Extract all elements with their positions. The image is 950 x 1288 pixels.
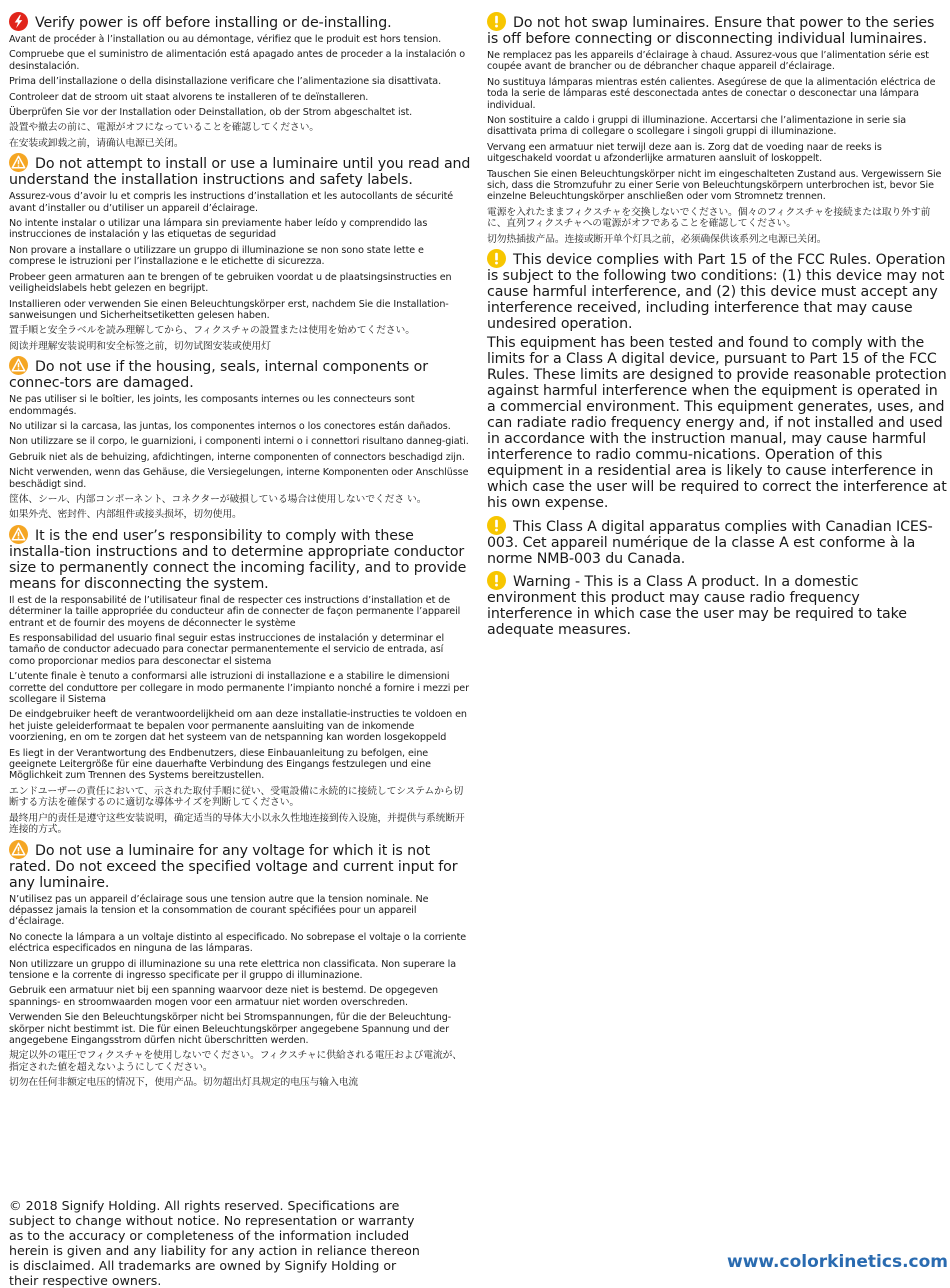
translation-text: Controleer dat de stroom uit staat alvorens te installeren of te deïnstalleren.	[9, 91, 369, 103]
translation-text: Ne remplacez pas les appareils d’éclairage à chaud. Assurez-vous que l’alimentation série est coupée avant de brancher ou de débrancher chaque appareil d’éclairage.	[487, 50, 929, 73]
fcc-section	[487, 249, 947, 511]
translation-text: Probeer geen armaturen aan te brengen of te gebruiken voordat u de plaatsingsinstructies en veiligheidslabels hebt gelezen en begrijpt.	[9, 271, 452, 295]
warning-triangle-icon	[9, 153, 28, 172]
translation-text: Installieren oder verwenden Sie einen Beleuchtungskörper erst, nachdem Sie die Installation-sanweisungen und Sicherheitsetiketten gelesen haben.	[9, 298, 449, 321]
translation-text: No intente instalar o utilizar una lámpara sin previamente haber leído y comprendido las instrucciones de instalación y las etiquetas de seguridad	[9, 218, 428, 241]
translation-text: 電源を入れたままフィクスチャを交換しないでください。個々のフィクスチャを接続または取り外す前に、直列フィクスチャへの電源がオフであることを確認してください。	[487, 206, 931, 230]
translation-text: Non utilizzare se il corpo, le guarnizioni, i componenti interni o i connettori risultano danneg-giati.	[9, 436, 469, 448]
warning-triangle-icon	[9, 356, 28, 375]
translation-text: No utilizar si la carcasa, las juntas, los componentes internos o los conectores están dañados.	[9, 420, 451, 432]
section-heading: Do not use if the housing, seals, internal components or connec-tors are damaged.	[9, 359, 428, 392]
caution-circle-icon	[487, 516, 506, 535]
section-heading: It is the end user’s responsibility to comply with these installa-tion instructions and to determine appropriate conductor size to permanently connect the incoming facility, and to provide means for disconnecting the system.	[9, 527, 467, 592]
translation-text: 切勿热插拔产品。连接或断开单个灯具之前，必须确保供该系列之电源已关闭。	[487, 233, 827, 245]
translation-text: N’utilisez pas un appareil d’éclairage sous une tension autre que la tension nominale. Ne dépassez jamais la tension et la consommation de courant spécifiées pour un appareil d’éclairage.	[9, 893, 429, 928]
safety-section	[9, 840, 471, 1089]
translation-text: Es liegt in der Verantwortung des Endbenutzers, diese Einbauanleitung zu befolgen, eine geeignete Leitergröße für eine dauerhafte Verbindung des Eingangs festzulegen und eine Möglichkeit zum Trennen des Systems bereitzustellen.	[9, 747, 431, 782]
caution-circle-icon	[487, 12, 506, 31]
translation-text: エンドユーザーの責任において、示された取付手順に従い、受電設備に永続的に接続してシステムから切断する方法を確保するのに適切な導体サイズを判断してください。	[9, 785, 464, 809]
translation-text: Tauschen Sie einen Beleuchtungskörper nicht im eingeschalteten Zustand aus. Vergewissern Sie sich, dass die Stromzufuhr zu einer Serie von Beleuchtungskörpern unterbrochen ist, bevor Sie einzelne Beleuchtungskörper anschließen oder vom Stromnetz trennen.	[487, 168, 942, 203]
translation-text: Non sostituire a caldo i gruppi di illuminazione. Accertarsi che l’alimentazione in serie sia disattivata prima di collegare o scollegare i singoli gruppi di illuminazione.	[487, 115, 907, 138]
caution-circle-icon	[487, 249, 506, 268]
translation-text: 設置や撤去の前に、電源がオフになっていることを確認してください。	[9, 122, 320, 134]
translation-text: Überprüfen Sie vor der Installation oder Deinstallation, ob der Strom abgeschaltet ist.	[9, 107, 413, 119]
translation-text: Ne pas utiliser si le boîtier, les joints, les composants internes ou les connecteurs sont endommagés.	[9, 394, 415, 417]
section-heading: Verify power is off before installing or de-installing.	[35, 15, 392, 31]
translation-text: Compruebe que el suministro de alimentación está apagado antes de proceder a la instalación o desinstalación.	[9, 49, 466, 72]
shock-hazard-icon	[9, 12, 28, 31]
section-heading: Warning - This is a Class A product. In a domestic environment this product may cause radio frequency interference in which case the user may be required to take adequate measures.	[487, 574, 907, 639]
safety-section	[487, 12, 947, 245]
right-column	[487, 12, 947, 642]
safety-section	[9, 12, 471, 149]
ices-section	[487, 516, 947, 567]
section-heading: This Class A digital apparatus complies with Canadian ICES-003. Cet appareil numérique de la classe A est conforme à la norme NMB-003 du Canada.	[487, 519, 933, 568]
left-column	[9, 12, 471, 1093]
translation-text: Gebruik niet als de behuizing, afdichtingen, interne componenten of connectors beschadigd zijn.	[9, 451, 465, 463]
translation-text: Il est de la responsabilité de l’utilisateur final de respecter ces instructions d’installation et de déterminer la taille appropriée du conducteur afin de connecter de façon permanente l’appareil entrant et de fournir des moyens de déconnecter le système	[9, 594, 461, 629]
copyright-notice: © 2018 Signify Holding. All rights reserved. Specifications are subject to change without notice. No representation or warranty as to the accuracy or completeness of the information included herein is given and any liability for any action in reliance thereon is disclaimed. All trademarks are owned by Signify Holding or their respective owners.	[9, 1198, 420, 1288]
section-heading: Do not use a luminaire for any voltage for which it is not rated. Do not exceed the specified voltage and current input for any luminaire.	[9, 842, 458, 891]
translation-text: Es responsabilidad del usuario final seguir estas instrucciones de instalación y determinar el tamaño de conductor adecuado para conectar permanentemente el servicio de entrada, así como proporcionar medios para desconectar el sistema	[9, 633, 445, 667]
safety-section	[9, 525, 471, 836]
translation-text: 規定以外の電圧でフィクスチャを使用しないでください。フィクスチャに供給される電圧および電流が、指定された値を超えないようにしてください。	[9, 1050, 463, 1073]
translation-text: Avant de procéder à l’installation ou au démontage, vérifiez que le produit est hors tension.	[9, 34, 442, 45]
safety-section	[9, 356, 471, 521]
section-heading: Do not attempt to install or use a luminaire until you read and understand the installation instructions and safety labels.	[9, 156, 471, 189]
translation-text: Non utilizzare un gruppo di illuminazione su una rete elettrica non classificata. Non superare la tensione e la corrente di ingresso specificate per il gruppo di illuminazione.	[9, 958, 457, 981]
translation-text: No conecte la lámpara a un voltaje distinto al especificado. No sobrepase el voltaje o la corriente eléctrica especificados en ninguna de las lámparas.	[9, 931, 467, 955]
warning-triangle-icon	[9, 525, 28, 544]
warning-triangle-icon	[9, 840, 28, 859]
translation-text: No sustituya lámparas mientras estén calientes. Asegúrese de que la alimentación eléctrica de toda la serie de lámparas esté desconectada antes de conectar o desconectar una lámpara individual.	[487, 76, 936, 111]
translation-text: 切勿在任何非额定电压的情况下，使用产品。切勿超出灯具规定的电压与输入电流	[9, 1077, 359, 1089]
translation-text: 筐体、シール、内部コンポーネント、コネクターが破損している場合は使用しないでくださ い。	[9, 493, 427, 505]
translation-text: Verwenden Sie den Beleuchtungskörper nicht bei Stromspannungen, für die der Beleuchtung-skörper nicht bestimmt ist. Die für einen Beleuchtungskörper angegebene Spannung und der angegebene Eingangsstrom dürfen nicht überschritten werden.	[9, 1012, 452, 1046]
translation-text: 置手順と安全ラベルを読み理解してから、フィクスチャの設置または使用を始めてください。	[9, 325, 415, 337]
translation-text: 如果外壳、密封件、内部组件或接头损坏，切勿使用。	[9, 509, 242, 521]
caution-circle-icon	[487, 571, 506, 590]
fcc-body-text: This equipment has been tested and found to comply with the limits for a Class A digital device, pursuant to Part 15 of the FCC Rules. These limits are designed to provide reasonable protection against harmful interference when the equipment is operated in a commercial environment. This equipment generates, uses, and can radiate radio frequency energy and, if not installed and used in accordance with the instruction manual, may cause harmful interference to radio commu-nications. Operation of this equipment in a residential area is likely to cause interference in which case the user will be required to correct the interference at his own expense.	[487, 335, 947, 512]
section-heading: Do not hot swap luminaires. Ensure that power to the series is off before connecting or disconnecting individual luminaires.	[487, 15, 935, 47]
translation-text: Nicht verwenden, wenn das Gehäuse, die Versiegelungen, interne Komponenten oder Anschlüsse beschädigt sind.	[9, 467, 469, 490]
class-a-warning-section	[487, 571, 947, 638]
safety-section	[9, 153, 471, 352]
translation-text: Prima dell’installazione o della disinstallazione verificare che l’alimentazione sia disattivata.	[9, 76, 442, 88]
website-link[interactable]: www.colorkinetics.com	[727, 1252, 948, 1272]
translation-text: Non provare a installare o utilizzare un gruppo di illuminazione se non sono state lette e comprese le istruzioni per l’installazione e le etichette di sicurezza.	[9, 244, 424, 268]
translation-text: 阅读并理解安装说明和安全标签之前，切勿试图安装或使用灯	[9, 340, 271, 352]
translation-text: Vervang een armatuur niet terwijl deze aan is. Zorg dat de voeding naar de reeks is uitgeschakeld voordat u afzonderlijke armaturen aansluit of loskoppelt.	[487, 141, 882, 165]
translation-text: 在安装或卸载之前，请确认电源已关闭。	[9, 137, 184, 149]
section-heading: This device complies with Part 15 of the FCC Rules. Operation is subject to the following two conditions: (1) this device may not cause harmful interference, and (2) this device must accept any interference received, including interference that may cause undesired operation.	[487, 252, 946, 333]
translation-text: 最终用户的责任是遵守这些安装说明，确定适当的导体大小以永久性地连接到传入设施，并提供与系统断开连接的方式。	[9, 812, 465, 836]
translation-text: Gebruik een armatuur niet bij een spanning waarvoor deze niet is bestemd. De opgegeven spannings- en stroomwaarden mogen voor een armatuur niet worden overschreden.	[9, 985, 438, 1008]
translation-text: L’utente finale è tenuto a conformarsi alle istruzioni di installazione e a stabilire le dimensioni corrette del conduttore per collegare in modo permanente l’impianto nonché a fornire i mezzi per scollegare il Sistema	[9, 671, 469, 706]
translation-text: De eindgebruiker heeft de verantwoordelijkheid om aan deze installatie-instructies te voldoen en het juiste geleiderformaat te bepalen voor permanente aansluiting van de inkomende voorziening, en om te zorgen dat het systeem van de netspanning kan worden losgekoppeld	[9, 709, 467, 744]
translation-text: Assurez-vous d’avoir lu et compris les instructions d’installation et les autocollants de sécurité avant d’installer ou d’utiliser un appareil d’éclairage.	[9, 191, 454, 214]
